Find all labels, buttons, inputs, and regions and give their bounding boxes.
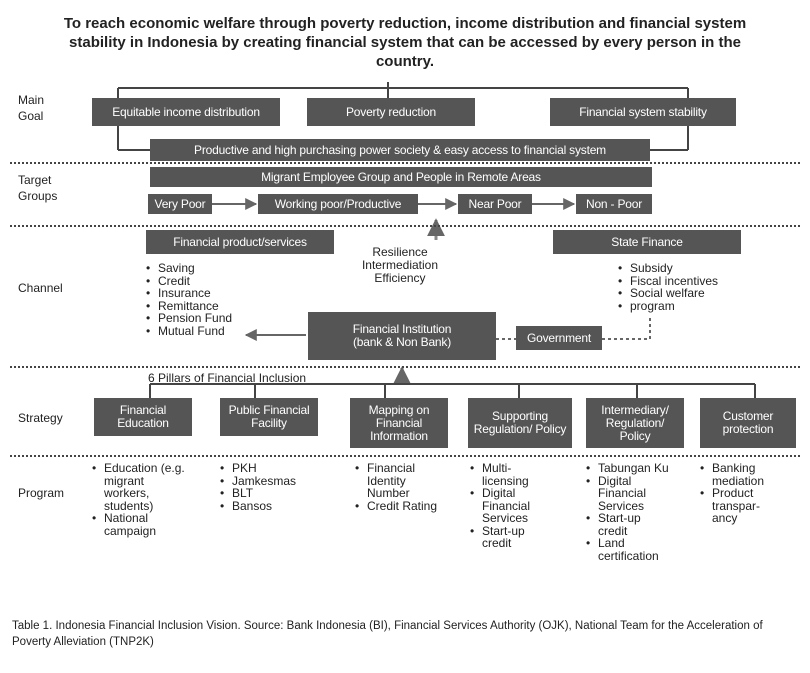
program-list: [355, 462, 440, 512]
program-list: [700, 462, 780, 525]
goal-box: Equitable income distribution: [92, 98, 280, 126]
list-item: • Financial Identity Number: [355, 462, 440, 500]
pillar-box: Mapping on Financial Information: [350, 398, 448, 448]
list-item: • Credit Rating: [355, 500, 440, 513]
row-label-target-groups: Target Groups: [18, 173, 58, 203]
government-box: Government: [516, 326, 602, 350]
list-item: • BLT: [220, 487, 320, 500]
figure-caption: Table 1. Indonesia Financial Inclusion Vision. Source: Bank Indonesia (BI), Financial Services Authority (OJK), National Team for the Acceleration of Poverty Alleviation (TNP2K): [12, 620, 763, 648]
financial-institution-box: Financial Institution (bank & Non Bank): [308, 312, 496, 360]
list-item: • Mutual Fund: [146, 325, 296, 338]
list-item: • Banking mediation: [700, 462, 780, 487]
row-label-strategy: Strategy: [18, 411, 63, 425]
program-list: [470, 462, 545, 550]
group-box: Working poor/Productive: [258, 194, 418, 214]
pillar-box: Intermediary/ Regulation/ Policy: [586, 398, 684, 448]
pillar-box: Public Financial Facility: [220, 398, 318, 436]
list-item: • Social welfare: [618, 287, 748, 300]
list-item: • Start-up credit: [470, 525, 545, 550]
goal-box: Financial system stability: [550, 98, 736, 126]
list-item: • National campaign: [92, 512, 192, 537]
row-label-main-goal: Main Goal: [18, 93, 45, 123]
state-finance-list: [618, 262, 748, 312]
list-item: • Saving: [146, 262, 296, 275]
products-list: [146, 262, 296, 337]
list-item: • Start-up credit: [586, 512, 671, 537]
group-box: Non - Poor: [576, 194, 652, 214]
separator-line: [10, 455, 800, 457]
diagram-title: To reach economic welfare through poverty reduction, income distribution and financial system stability in Indonesia by creating financial system that can be accessed by every person in the country.: [63, 15, 747, 70]
productive-society-box: Productive and high purchasing power society & easy access to financial system: [150, 139, 650, 161]
program-list: [586, 462, 671, 562]
list-item: • Digital Financial Services: [586, 475, 671, 513]
products-title-box: Financial product/services: [146, 230, 334, 254]
list-item: • Subsidy: [618, 262, 748, 275]
row-label-channel: Channel: [18, 281, 63, 295]
group-box: Very Poor: [148, 194, 212, 214]
pillar-box: Supporting Regulation/ Policy: [468, 398, 572, 448]
row-label-program: Program: [18, 486, 65, 500]
pillars-label: 6 Pillars of Financial Inclusion: [148, 371, 307, 385]
pillar-box: Customer protection: [700, 398, 796, 448]
list-item: • Credit: [146, 275, 296, 288]
list-item: • PKH: [220, 462, 320, 475]
list-item: • Education (e.g. migrant workers, students): [92, 462, 192, 512]
pillar-box: Financial Education: [94, 398, 192, 436]
list-item: • program: [618, 300, 748, 313]
list-item: • Fiscal incentives: [618, 275, 748, 288]
list-item: • Multi-licensing: [470, 462, 545, 487]
list-item: • Remittance: [146, 300, 296, 313]
list-item: • Pension Fund: [146, 312, 296, 325]
target-group-header: Migrant Employee Group and People in Remote Areas: [150, 167, 652, 187]
group-box: Near Poor: [458, 194, 532, 214]
separator-line: [10, 366, 800, 368]
separator-line: [10, 162, 800, 164]
goal-box: Poverty reduction: [307, 98, 475, 126]
program-list: [92, 462, 192, 537]
list-item: • Tabungan Ku: [586, 462, 671, 475]
resilience-label: Resilience Intermediation Efficiency: [361, 245, 439, 285]
list-item: • Product transpar-ancy: [700, 487, 780, 525]
list-item: • Jamkesmas: [220, 475, 320, 488]
list-item: • Digital Financial Services: [470, 487, 545, 525]
list-item: • Land certification: [586, 537, 671, 562]
list-item: • Bansos: [220, 500, 320, 513]
program-list: [220, 462, 320, 512]
state-finance-title-box: State Finance: [553, 230, 741, 254]
list-item: • Insurance: [146, 287, 296, 300]
separator-line: [10, 225, 800, 227]
